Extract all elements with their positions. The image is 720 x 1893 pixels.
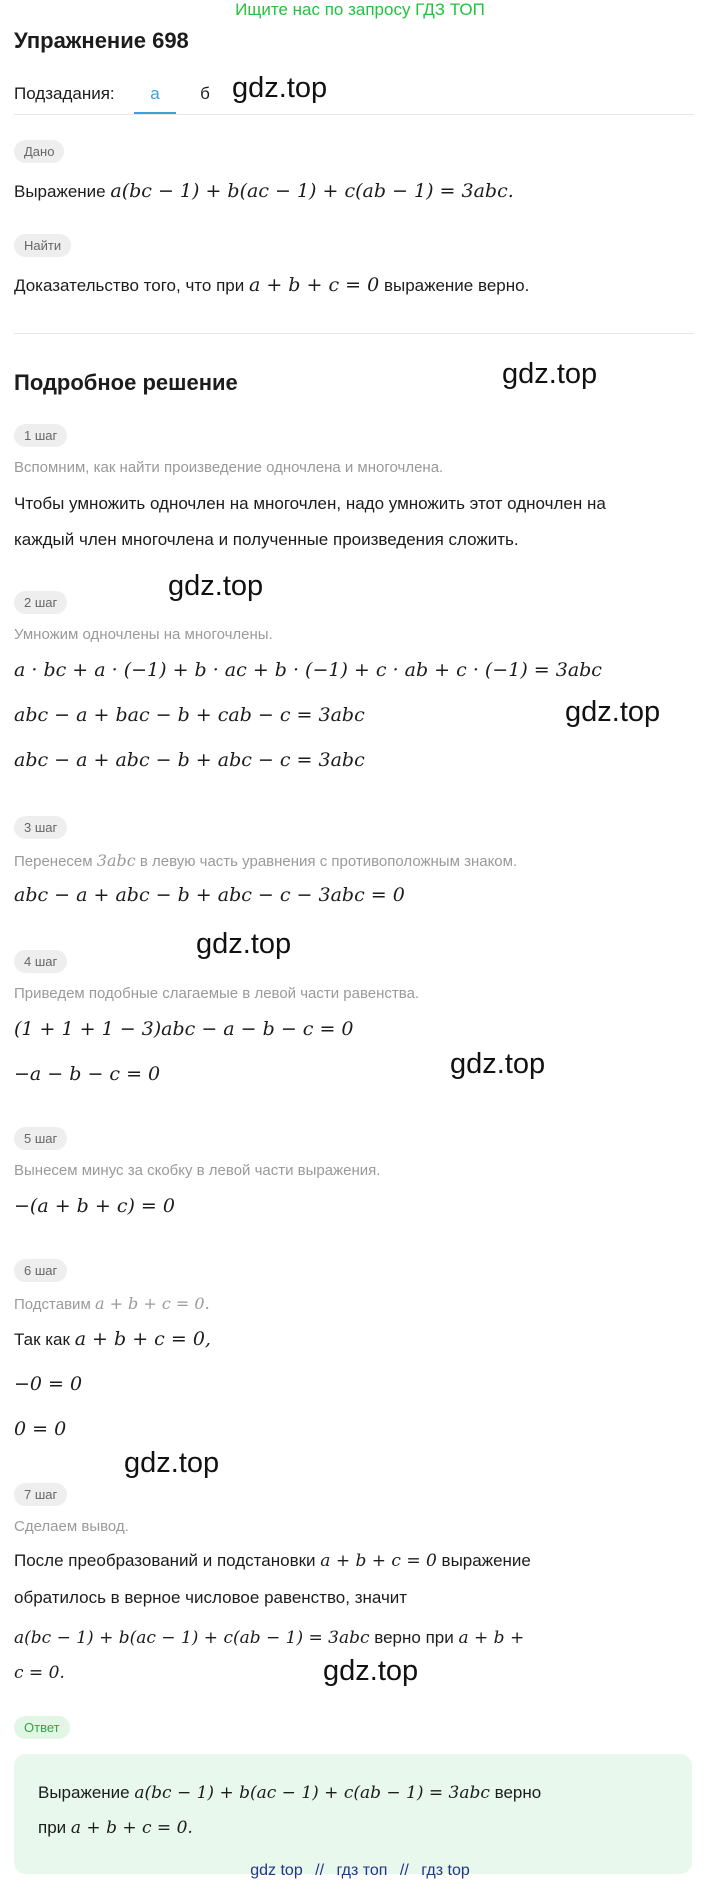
step-hint: Сделаем вывод. xyxy=(14,1518,129,1535)
step-badge: 2 шаг xyxy=(14,591,67,614)
step-hint: Умножим одночлены на многочлены. xyxy=(14,626,273,643)
step-text xyxy=(14,1328,211,1350)
equation: abc − a + abc − b + abc − c − 3abc = 0 xyxy=(14,884,405,906)
answer-mid: верно xyxy=(494,1783,542,1802)
watermark: gdz.top xyxy=(232,72,328,104)
footer-separator: // xyxy=(315,1862,325,1879)
step-text xyxy=(14,1551,531,1571)
answer-prefix: при xyxy=(38,1818,67,1837)
answer-line xyxy=(38,1783,541,1803)
tab-b[interactable]: б xyxy=(200,84,210,103)
tabs-divider xyxy=(14,114,694,115)
given-text xyxy=(14,180,514,202)
section-divider xyxy=(14,333,694,334)
equation: 0 = 0 xyxy=(14,1418,67,1440)
hint-text: в левую часть уравнения с противоположным знаком. xyxy=(139,853,518,870)
page-title: Упражнение 698 xyxy=(14,28,189,53)
answer-badge: Ответ xyxy=(14,1716,70,1739)
step-badge: 7 шаг xyxy=(14,1483,67,1506)
footer-link[interactable]: гдз top xyxy=(421,1862,470,1879)
step-text-part: Так как xyxy=(14,1330,70,1349)
answer-prefix: Выражение xyxy=(38,1783,130,1802)
step-badge: 4 шаг xyxy=(14,950,67,973)
step-hint xyxy=(14,1294,210,1313)
answer-line xyxy=(38,1818,193,1838)
given-prefix: Выражение xyxy=(14,182,106,201)
hint-text: Перенесем xyxy=(14,853,93,870)
step-math: c = 0. xyxy=(14,1663,65,1683)
watermark: gdz.top xyxy=(565,696,661,728)
watermark: gdz.top xyxy=(323,1655,419,1687)
find-expression: a + b + c = 0 xyxy=(248,274,380,296)
step-hint: Вынесем минус за скобку в левой части выражения. xyxy=(14,1162,381,1179)
step-badge: 3 шаг xyxy=(14,816,67,839)
equation: (1 + 1 + 1 − 3)abc − a − b − c = 0 xyxy=(14,1018,354,1040)
tab-a[interactable]: а xyxy=(150,84,160,103)
step-text: каждый член многочлена и полученные произведения сложить. xyxy=(14,530,519,549)
step-text xyxy=(14,1628,524,1648)
step-hint xyxy=(14,851,517,870)
subtasks-label: Подзадания: xyxy=(14,84,115,103)
step-badge: 5 шаг xyxy=(14,1127,67,1150)
solution-title: Подробное решение xyxy=(14,370,238,395)
step-text-part: верно при xyxy=(374,1628,454,1647)
hint-math: 3abc xyxy=(96,851,136,870)
watermark: gdz.top xyxy=(168,570,264,602)
equation: a · bc + a · (−1) + b · ac + b · (−1) + c · ab + c · (−1) = 3abc xyxy=(14,659,602,681)
equation: abc − a + bac − b + cab − c = 3abc xyxy=(14,704,365,726)
equation: −0 = 0 xyxy=(14,1373,83,1395)
watermark: gdz.top xyxy=(124,1447,220,1479)
step-badge: 1 шаг xyxy=(14,424,67,447)
given-expression: a(bc − 1) + b(ac − 1) + c(ab − 1) = 3abc. xyxy=(110,180,514,202)
step-text: обратилось в верное числовое равенство, значит xyxy=(14,1588,408,1607)
answer-expression: a + b + c = 0. xyxy=(70,1818,193,1838)
step-hint: Вспомним, как найти произведение одночлена и многочлена. xyxy=(14,459,444,476)
step-math: a + b + xyxy=(458,1628,525,1648)
step-hint: Приведем подобные слагаемые в левой части равенства. xyxy=(14,985,420,1002)
step-badge: 6 шаг xyxy=(14,1259,67,1282)
equation: −(a + b + c) = 0 xyxy=(14,1195,175,1217)
step-math: a + b + c = 0 xyxy=(320,1551,437,1571)
step-text-part: выражение xyxy=(441,1551,531,1570)
answer-box xyxy=(14,1754,692,1874)
step-math: a + b + c = 0, xyxy=(74,1328,211,1350)
step-text: Чтобы умножить одночлен на многочлен, надо умножить этот одночлен на xyxy=(14,494,606,513)
footer-links xyxy=(0,1862,720,1880)
footer-link[interactable]: gdz top xyxy=(250,1862,303,1879)
hint-math: a + b + c = 0. xyxy=(94,1294,210,1313)
equation: abc − a + abc − b + abc − c = 3abc xyxy=(14,749,365,771)
watermark: gdz.top xyxy=(450,1048,546,1080)
search-banner[interactable]: Ищите нас по запросу ГДЗ ТОП xyxy=(235,0,485,19)
given-badge: Дано xyxy=(14,140,64,163)
footer-link[interactable]: гдз топ xyxy=(336,1862,388,1879)
equation: −a − b − c = 0 xyxy=(14,1063,161,1085)
watermark: gdz.top xyxy=(196,928,292,960)
step-text-part: После преобразований и подстановки xyxy=(14,1551,316,1570)
watermark: gdz.top xyxy=(502,358,598,390)
hint-text: Подставим xyxy=(14,1296,91,1313)
footer-separator: // xyxy=(399,1862,409,1879)
step-math: a(bc − 1) + b(ac − 1) + c(ab − 1) = 3abc xyxy=(14,1628,370,1648)
find-suffix: выражение верно. xyxy=(383,276,530,295)
answer-expression: a(bc − 1) + b(ac − 1) + c(ab − 1) = 3abc xyxy=(134,1783,490,1803)
find-prefix: Доказательство того, что при xyxy=(14,276,245,295)
find-text xyxy=(14,274,529,296)
find-badge: Найти xyxy=(14,234,71,257)
